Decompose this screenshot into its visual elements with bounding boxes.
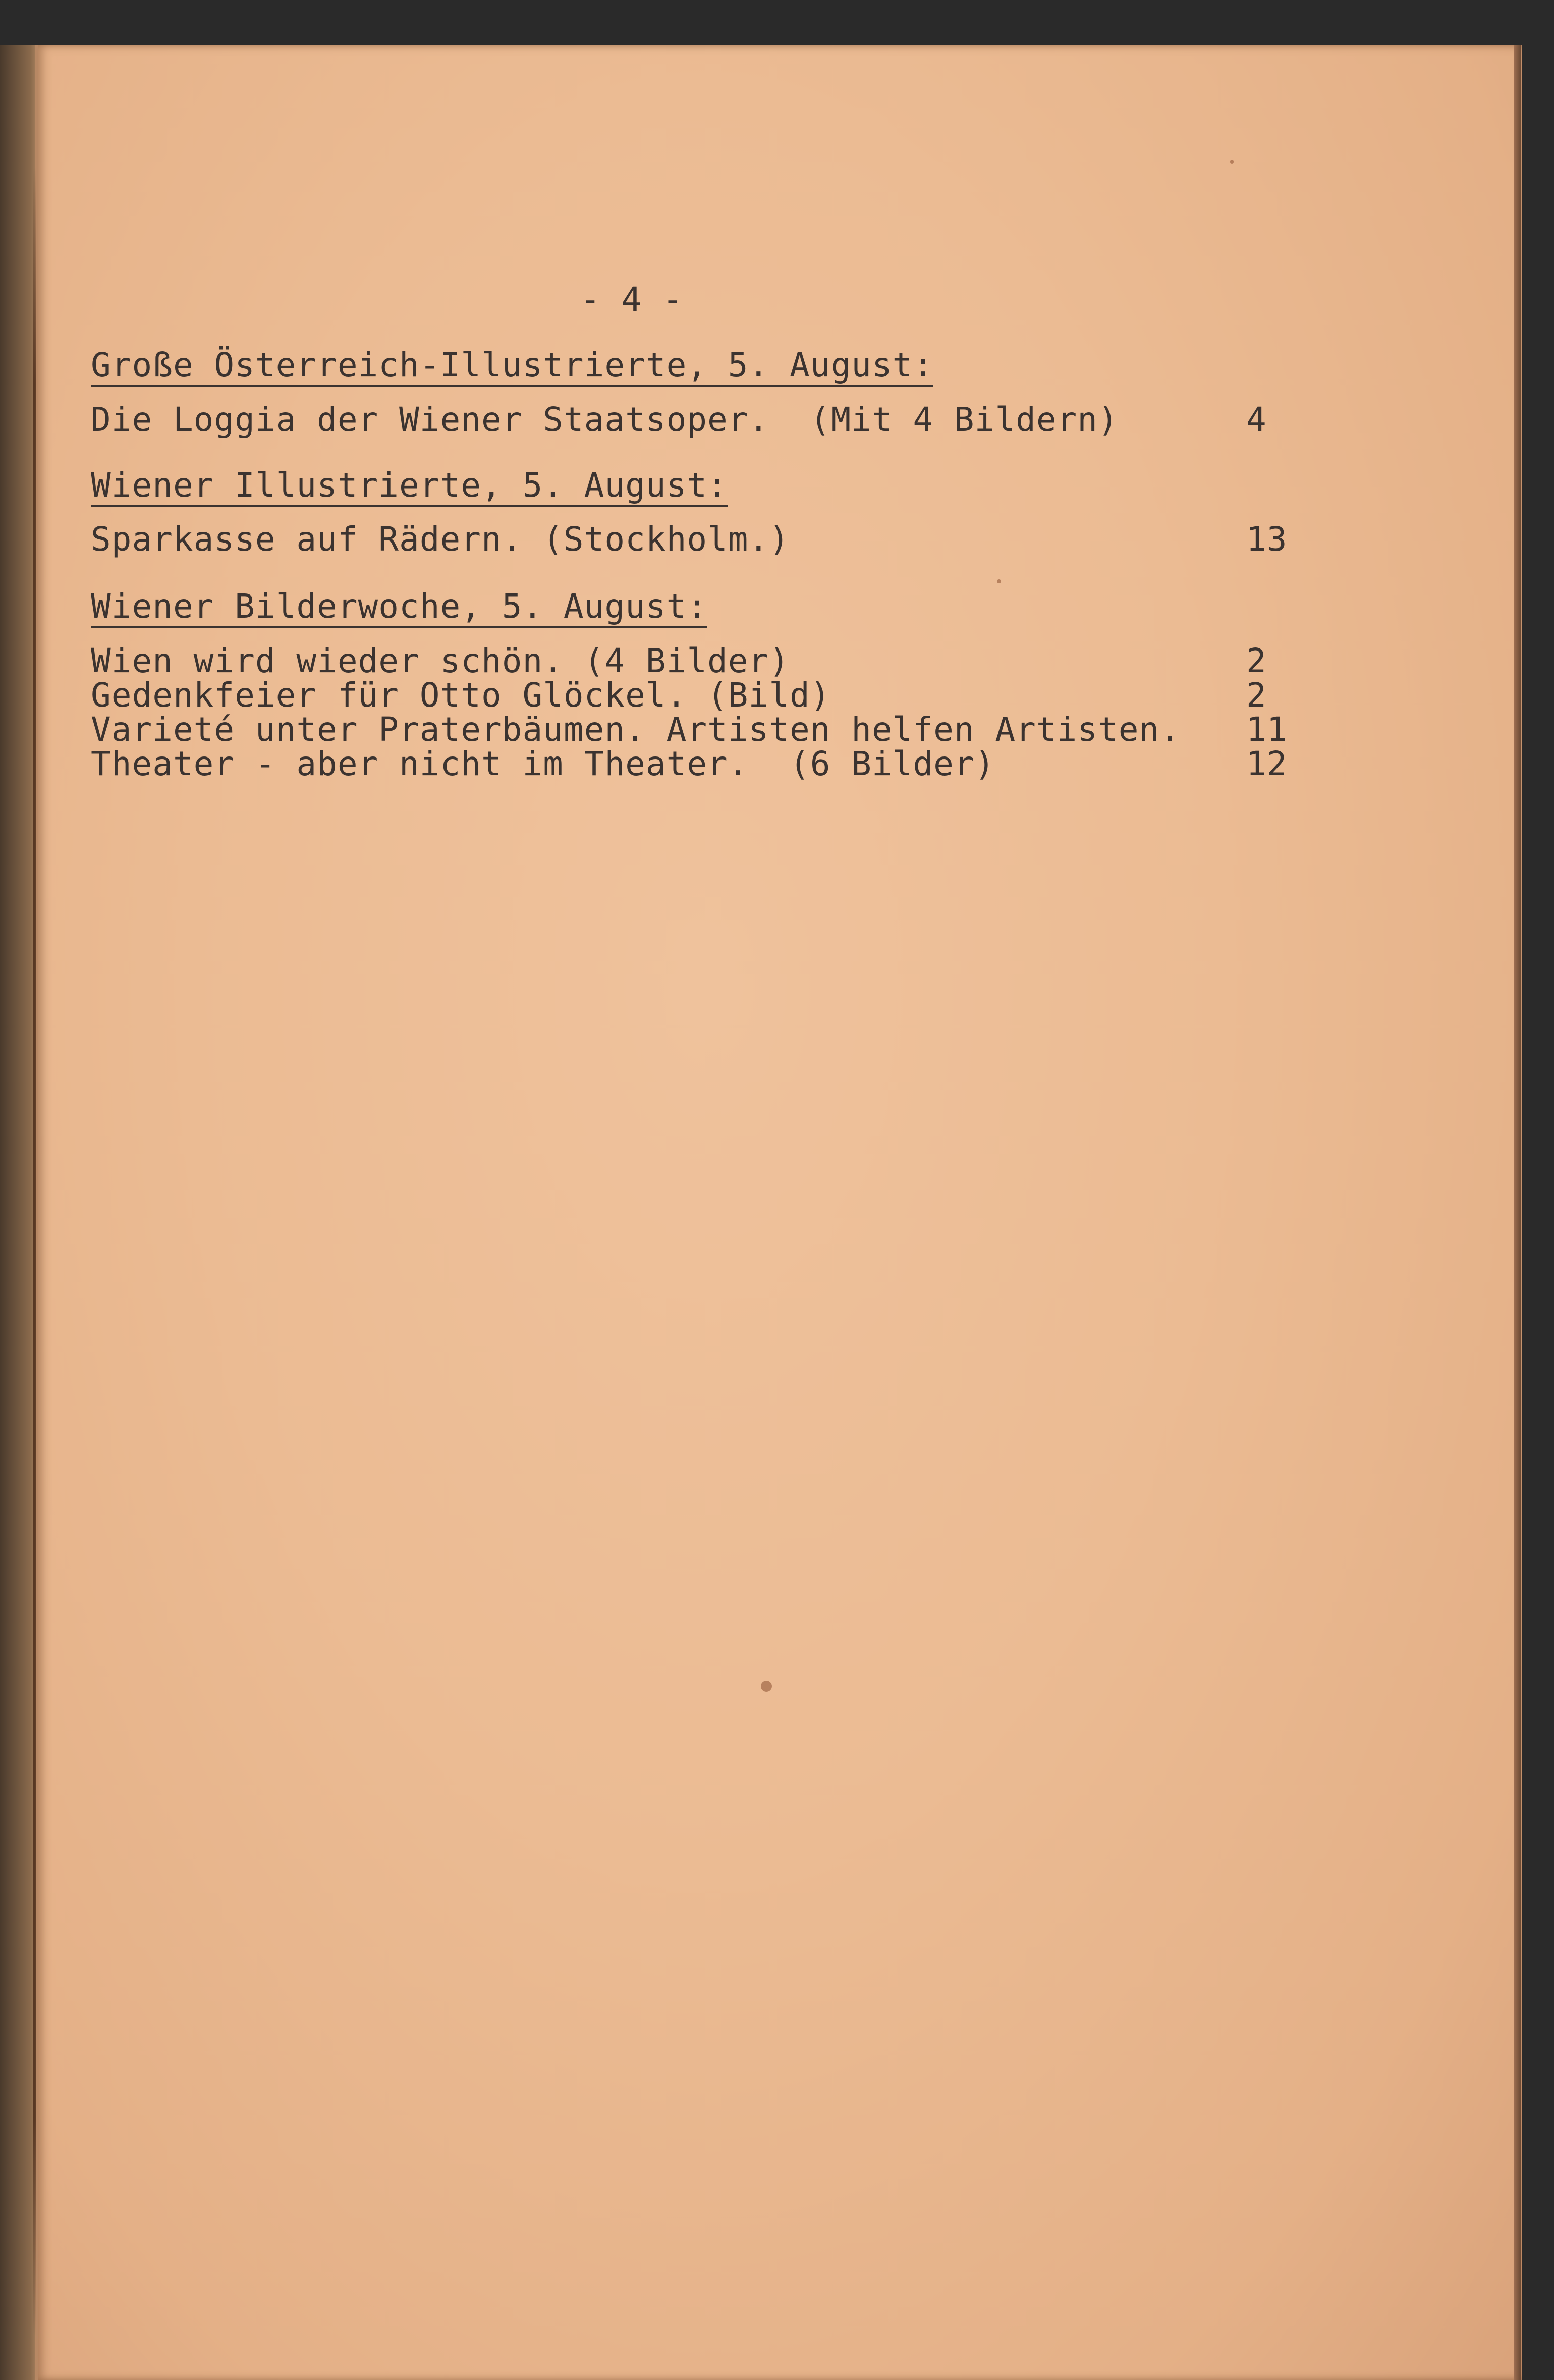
paper-stain [761,1681,772,1692]
entry-title: Gedenkfeier für Otto Glöckel. (Bild) [91,676,831,715]
section-heading: Wiener Bilderwoche, 5. August: [91,589,707,628]
paper-stain [997,579,1001,583]
entry-title: Sparkasse auf Rädern. (Stockholm.) [91,520,790,559]
entry-page-number: 2 [1246,676,1267,715]
entry-page-number: 2 [1246,641,1267,680]
page-number: - 4 - [580,280,683,319]
entry-page-number: 12 [1246,744,1288,783]
entry-title: Die Loggia der Wiener Staatsoper. (Mit 4 Bildern) [91,400,1119,439]
section-heading: Wiener Illustrierte, 5. August: [91,468,728,507]
section-heading: Große Österreich-Illustrierte, 5. August: [91,348,933,387]
entry-title: Theater - aber nicht im Theater. (6 Bilder) [91,744,995,783]
paper-stain [1230,160,1234,164]
binding-shadow [33,167,36,2337]
entry-page-number: 4 [1246,400,1267,439]
entry-page-number: 11 [1246,710,1288,749]
document-page [35,45,1522,2380]
page-right-edge [1514,45,1521,2380]
entry-title: Wien wird wieder schön. (4 Bilder) [91,641,790,680]
entry-page-number: 13 [1246,520,1288,559]
entry-title: Varieté unter Praterbäumen. Artisten helfen Artisten. [91,710,1180,749]
